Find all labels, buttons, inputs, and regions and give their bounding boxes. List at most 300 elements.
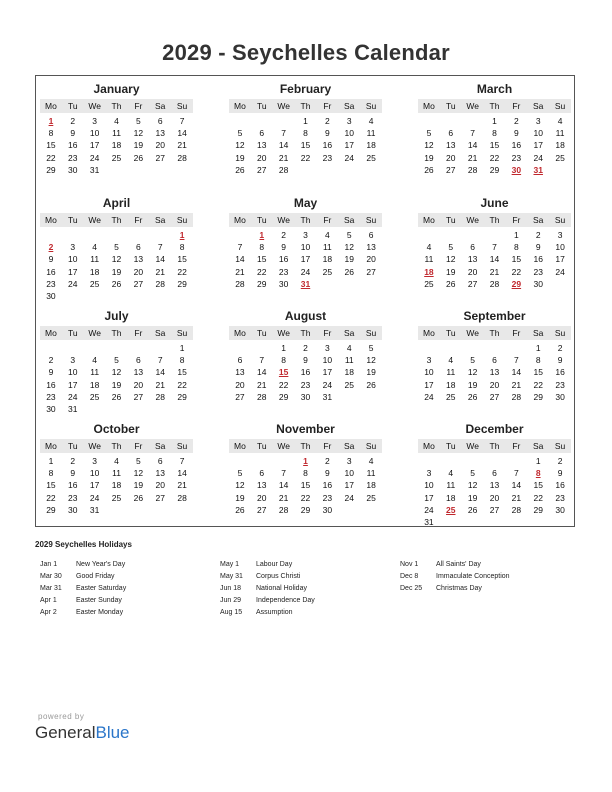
month-name: August bbox=[284, 309, 327, 323]
day-cell: 22 bbox=[533, 492, 543, 503]
day-cell: 13 bbox=[489, 480, 500, 491]
day-cell: 16 bbox=[278, 254, 289, 265]
day-cell: 6 bbox=[157, 116, 163, 126]
day-cell bbox=[40, 342, 62, 354]
week-row bbox=[40, 278, 193, 290]
day-cell bbox=[440, 115, 462, 127]
weekday-label: Mo bbox=[45, 101, 57, 111]
day-cell: 12 bbox=[467, 367, 478, 378]
weekday-label: We bbox=[277, 328, 290, 338]
month-days bbox=[229, 455, 382, 516]
weekday-label: Tu bbox=[445, 101, 456, 111]
weekday-label: Sa bbox=[533, 441, 544, 451]
day-cell: 27 bbox=[155, 492, 165, 503]
day-cell: 25 bbox=[111, 152, 122, 163]
day-cell bbox=[40, 229, 62, 241]
weekday-header bbox=[229, 213, 382, 227]
day-cell: 16 bbox=[46, 379, 56, 390]
page-title: 2029 - Seychelles Calendar bbox=[162, 40, 450, 65]
day-cell: 12 bbox=[344, 242, 354, 253]
day-cell: 20 bbox=[155, 140, 165, 151]
day-cell: 8 bbox=[514, 242, 519, 253]
week-row bbox=[229, 455, 382, 467]
week-row bbox=[40, 455, 193, 467]
day-cell: 9 bbox=[557, 355, 563, 366]
day-cell: 11 bbox=[90, 254, 100, 265]
day-cell: 4 bbox=[325, 230, 330, 240]
day-cell: 12 bbox=[366, 355, 376, 366]
day-cell: 27 bbox=[155, 152, 165, 163]
day-cell: 6 bbox=[470, 242, 476, 253]
weekday-label: Su bbox=[554, 328, 566, 338]
day-cell: 22 bbox=[46, 492, 56, 503]
day-cell bbox=[171, 164, 193, 176]
day-cell: 4 bbox=[114, 116, 119, 126]
day-cell: 17 bbox=[89, 140, 100, 151]
day-cell: 3 bbox=[92, 116, 98, 126]
day-cell: 6 bbox=[448, 128, 454, 139]
day-cell: 2 bbox=[514, 116, 519, 126]
day-cell bbox=[106, 229, 128, 241]
week-row bbox=[40, 366, 193, 378]
weekday-label: Tu bbox=[256, 441, 267, 451]
holiday-day-cell: 18 bbox=[424, 266, 434, 277]
day-cell: 6 bbox=[237, 355, 243, 366]
day-cell: 4 bbox=[92, 355, 98, 366]
weekday-label: Tu bbox=[256, 101, 267, 111]
day-cell: 13 bbox=[155, 468, 165, 479]
day-cell: 12 bbox=[235, 140, 245, 151]
day-cell bbox=[127, 229, 149, 241]
day-cell: 24 bbox=[533, 152, 543, 163]
weekday-label: Su bbox=[365, 101, 377, 111]
day-cell: 10 bbox=[89, 128, 100, 139]
week-row bbox=[229, 241, 382, 253]
week-row bbox=[40, 379, 193, 391]
weekday-header bbox=[229, 99, 382, 113]
day-cell: 16 bbox=[555, 480, 565, 491]
day-cell bbox=[527, 516, 549, 528]
day-cell: 11 bbox=[446, 367, 456, 378]
month-october bbox=[40, 422, 193, 516]
day-cell: 29 bbox=[533, 504, 543, 515]
weekday-label: Sa bbox=[533, 328, 544, 338]
day-cell: 16 bbox=[68, 480, 78, 491]
day-cell: 5 bbox=[114, 242, 119, 253]
month-january bbox=[40, 82, 193, 176]
day-cell: 7 bbox=[514, 468, 519, 479]
month-name: September bbox=[463, 309, 526, 323]
month-name: May bbox=[293, 196, 318, 210]
holiday-name: Easter Sunday bbox=[76, 597, 122, 604]
weekday-header bbox=[418, 439, 571, 453]
day-cell: 21 bbox=[155, 266, 165, 277]
holiday-day-cell: 2 bbox=[48, 242, 54, 253]
day-cell: 8 bbox=[48, 128, 54, 139]
day-cell: 12 bbox=[467, 480, 478, 491]
day-cell: 14 bbox=[155, 254, 165, 265]
week-row bbox=[40, 467, 193, 479]
day-cell: 29 bbox=[300, 504, 311, 515]
day-cell: 30 bbox=[46, 403, 56, 414]
weekday-label: Mo bbox=[423, 101, 435, 111]
day-cell: 30 bbox=[278, 278, 289, 289]
month-name: June bbox=[480, 196, 509, 210]
day-cell: 13 bbox=[133, 367, 144, 378]
week-row bbox=[418, 278, 571, 290]
holiday-day-cell: 31 bbox=[533, 164, 543, 175]
day-cell bbox=[106, 164, 128, 176]
holiday-name: Labour Day bbox=[256, 561, 293, 568]
holiday-day-cell: 30 bbox=[511, 164, 522, 175]
day-cell: 18 bbox=[366, 480, 376, 491]
day-cell bbox=[316, 278, 338, 290]
holiday-name: Assumption bbox=[256, 609, 293, 616]
weekday-label: Mo bbox=[45, 441, 57, 451]
day-cell: 23 bbox=[322, 152, 333, 163]
week-row bbox=[418, 455, 571, 467]
day-cell: 22 bbox=[278, 379, 289, 390]
day-cell: 7 bbox=[179, 456, 185, 466]
month-september bbox=[418, 309, 571, 403]
day-cell: 24 bbox=[344, 492, 354, 503]
day-cell: 13 bbox=[366, 242, 376, 253]
weekday-label: Tu bbox=[67, 328, 78, 338]
day-cell: 29 bbox=[257, 278, 267, 289]
month-name: October bbox=[93, 422, 140, 436]
day-cell: 13 bbox=[446, 140, 456, 151]
day-cell: 27 bbox=[366, 266, 376, 277]
month-name: December bbox=[465, 422, 524, 436]
week-row bbox=[418, 127, 571, 139]
day-cell: 31 bbox=[89, 504, 100, 515]
weekday-label: Su bbox=[365, 441, 377, 451]
week-row bbox=[40, 241, 193, 253]
week-row bbox=[229, 354, 382, 366]
weekday-label: Mo bbox=[45, 328, 57, 338]
day-cell: 25 bbox=[424, 278, 434, 289]
weekday-label: Fr bbox=[512, 101, 521, 111]
month-august bbox=[229, 309, 382, 403]
month-days bbox=[40, 229, 193, 302]
day-cell: 16 bbox=[511, 140, 522, 151]
day-cell: 22 bbox=[511, 266, 522, 277]
holiday-day-cell: 25 bbox=[446, 504, 456, 515]
day-cell: 19 bbox=[235, 152, 245, 163]
day-cell: 19 bbox=[235, 492, 245, 503]
weekday-label: Th bbox=[300, 328, 311, 338]
week-row bbox=[229, 115, 382, 127]
day-cell: 1 bbox=[492, 116, 497, 126]
holiday-date: May 1 bbox=[220, 561, 240, 568]
day-cell: 1 bbox=[48, 456, 54, 466]
weekday-label: Fr bbox=[512, 328, 521, 338]
day-cell bbox=[62, 342, 84, 354]
holiday-name: Good Friday bbox=[76, 573, 115, 580]
weekday-label: We bbox=[277, 101, 290, 111]
day-cell: 21 bbox=[257, 379, 267, 390]
holiday-name: Corpus Christi bbox=[256, 573, 301, 580]
day-cell bbox=[127, 342, 149, 354]
day-cell: 15 bbox=[177, 254, 187, 265]
day-cell: 25 bbox=[344, 379, 354, 390]
day-cell: 11 bbox=[344, 355, 354, 366]
day-cell: 5 bbox=[237, 128, 243, 139]
day-cell: 11 bbox=[366, 128, 376, 139]
weekday-label: Su bbox=[554, 215, 566, 225]
day-cell: 8 bbox=[259, 242, 265, 253]
day-cell: 27 bbox=[467, 278, 478, 289]
month-name: January bbox=[93, 82, 140, 96]
day-cell: 6 bbox=[136, 355, 141, 366]
holiday-day-cell: 29 bbox=[511, 278, 522, 289]
day-cell: 3 bbox=[92, 456, 98, 466]
day-cell: 24 bbox=[555, 266, 565, 277]
day-cell: 27 bbox=[133, 391, 144, 402]
day-cell: 3 bbox=[303, 230, 308, 240]
day-cell: 4 bbox=[448, 468, 454, 479]
holiday-date: Jun 29 bbox=[220, 597, 242, 604]
day-cell bbox=[127, 403, 149, 415]
weekday-label: Su bbox=[176, 101, 188, 111]
day-cell: 23 bbox=[46, 278, 56, 289]
day-cell bbox=[462, 516, 484, 528]
day-cell bbox=[149, 403, 171, 415]
day-cell bbox=[127, 164, 149, 176]
weekday-label: Mo bbox=[45, 215, 57, 225]
weekday-label: Sa bbox=[155, 441, 166, 451]
day-cell bbox=[360, 278, 382, 290]
day-cell: 24 bbox=[89, 152, 100, 163]
holiday-date: Dec 25 bbox=[400, 585, 423, 592]
day-cell: 12 bbox=[235, 480, 245, 491]
day-cell: 30 bbox=[46, 290, 56, 301]
month-november bbox=[229, 422, 382, 516]
day-cell: 20 bbox=[133, 379, 144, 390]
month-days bbox=[418, 229, 571, 290]
day-cell: 22 bbox=[177, 379, 187, 390]
month-days bbox=[418, 342, 571, 403]
day-cell: 23 bbox=[511, 152, 522, 163]
day-cell: 28 bbox=[155, 278, 165, 289]
day-cell: 23 bbox=[555, 379, 565, 390]
month-march bbox=[418, 82, 571, 176]
day-cell bbox=[106, 504, 128, 516]
day-cell: 18 bbox=[555, 140, 565, 151]
day-cell: 25 bbox=[555, 152, 565, 163]
day-cell: 24 bbox=[322, 379, 333, 390]
day-cell bbox=[360, 391, 382, 403]
holiday-name: Christmas Day bbox=[436, 585, 482, 592]
day-cell: 28 bbox=[155, 391, 165, 402]
day-cell: 3 bbox=[346, 116, 352, 126]
day-cell: 10 bbox=[68, 367, 78, 378]
weekday-label: We bbox=[88, 101, 101, 111]
weekday-header bbox=[229, 326, 382, 340]
day-cell bbox=[106, 403, 128, 415]
holiday-row bbox=[220, 571, 376, 583]
day-cell: 2 bbox=[557, 343, 563, 353]
weekday-label: Th bbox=[300, 215, 311, 225]
day-cell: 16 bbox=[555, 367, 565, 378]
day-cell: 15 bbox=[177, 367, 187, 378]
day-cell: 15 bbox=[257, 254, 267, 265]
day-cell bbox=[62, 229, 84, 241]
month-name: July bbox=[104, 309, 129, 323]
day-cell: 19 bbox=[133, 140, 144, 151]
holiday-date: Jun 18 bbox=[220, 585, 242, 592]
day-cell: 25 bbox=[89, 278, 100, 289]
day-cell: 5 bbox=[426, 128, 432, 139]
holiday-day-cell: 15 bbox=[278, 367, 289, 378]
weekday-label: Fr bbox=[323, 215, 332, 225]
day-cell: 28 bbox=[235, 278, 245, 289]
week-row bbox=[229, 342, 382, 354]
holiday-row bbox=[400, 571, 556, 583]
day-cell bbox=[338, 391, 360, 403]
day-cell: 30 bbox=[68, 504, 78, 515]
day-cell: 5 bbox=[237, 468, 243, 479]
day-cell: 17 bbox=[424, 379, 434, 390]
day-cell: 26 bbox=[235, 164, 245, 175]
weekday-header bbox=[40, 326, 193, 340]
day-cell: 3 bbox=[535, 116, 541, 126]
day-cell: 19 bbox=[344, 254, 354, 265]
day-cell: 20 bbox=[155, 480, 165, 491]
month-days bbox=[229, 229, 382, 290]
weekday-label: Sa bbox=[155, 215, 166, 225]
week-row bbox=[229, 229, 382, 241]
weekday-label: Tu bbox=[256, 215, 267, 225]
day-cell: 26 bbox=[344, 266, 354, 277]
day-cell: 3 bbox=[557, 230, 563, 240]
day-cell bbox=[505, 455, 527, 467]
day-cell: 7 bbox=[259, 355, 265, 366]
day-cell: 15 bbox=[533, 480, 543, 491]
day-cell bbox=[84, 403, 106, 415]
week-row bbox=[418, 266, 571, 278]
weekday-label: Fr bbox=[323, 101, 332, 111]
day-cell: 17 bbox=[89, 480, 100, 491]
day-cell: 1 bbox=[514, 230, 519, 240]
holiday-row bbox=[40, 559, 196, 571]
brand-logo[interactable] bbox=[35, 723, 130, 743]
day-cell: 9 bbox=[48, 367, 54, 378]
day-cell: 13 bbox=[133, 254, 144, 265]
month-december bbox=[418, 422, 571, 528]
day-cell: 2 bbox=[281, 230, 287, 240]
day-cell bbox=[171, 504, 193, 516]
day-cell: 1 bbox=[179, 343, 185, 353]
day-cell: 11 bbox=[90, 367, 100, 378]
day-cell: 18 bbox=[111, 140, 122, 151]
holiday-row bbox=[220, 583, 376, 595]
day-cell bbox=[149, 504, 171, 516]
day-cell: 2 bbox=[325, 116, 330, 126]
week-row bbox=[40, 127, 193, 139]
day-cell bbox=[171, 403, 193, 415]
week-row bbox=[40, 152, 193, 164]
weekday-label: We bbox=[466, 441, 479, 451]
day-cell: 23 bbox=[68, 492, 78, 503]
powered-by-label: powered by bbox=[38, 712, 85, 721]
weekday-label: Su bbox=[365, 215, 377, 225]
day-cell: 19 bbox=[133, 480, 144, 491]
day-cell bbox=[273, 115, 295, 127]
day-cell: 6 bbox=[368, 230, 374, 240]
holiday-date: May 31 bbox=[220, 573, 243, 580]
day-cell: 26 bbox=[366, 379, 376, 390]
day-cell bbox=[440, 455, 462, 467]
day-cell bbox=[251, 455, 273, 467]
day-cell: 7 bbox=[470, 128, 476, 139]
day-cell: 25 bbox=[322, 266, 333, 277]
week-row bbox=[40, 253, 193, 265]
day-cell: 19 bbox=[111, 266, 122, 277]
day-cell: 20 bbox=[467, 266, 478, 277]
day-cell: 24 bbox=[424, 504, 434, 515]
holiday-date: Nov 1 bbox=[400, 561, 419, 568]
day-cell: 2 bbox=[48, 355, 54, 366]
weekday-label: Fr bbox=[134, 215, 143, 225]
day-cell: 15 bbox=[489, 140, 500, 151]
day-cell: 13 bbox=[257, 480, 267, 491]
day-cell: 11 bbox=[446, 480, 456, 491]
day-cell: 20 bbox=[489, 492, 500, 503]
day-cell: 13 bbox=[257, 140, 267, 151]
day-cell: 16 bbox=[300, 367, 311, 378]
day-cell: 20 bbox=[446, 152, 456, 163]
day-cell: 22 bbox=[300, 492, 311, 503]
day-cell: 14 bbox=[155, 367, 165, 378]
day-cell: 13 bbox=[155, 128, 165, 139]
day-cell: 13 bbox=[467, 254, 478, 265]
month-name: April bbox=[102, 196, 131, 210]
day-cell: 7 bbox=[157, 242, 163, 253]
holiday-date: Mar 30 bbox=[40, 573, 62, 580]
day-cell: 24 bbox=[424, 391, 434, 402]
weekday-label: Sa bbox=[155, 101, 166, 111]
day-cell: 1 bbox=[281, 343, 287, 353]
holiday-date: Jan 1 bbox=[40, 561, 58, 568]
day-cell: 3 bbox=[426, 468, 432, 479]
day-cell: 15 bbox=[46, 140, 56, 151]
day-cell: 17 bbox=[344, 480, 354, 491]
day-cell: 23 bbox=[46, 391, 56, 402]
day-cell: 22 bbox=[533, 379, 543, 390]
holiday-date: Dec 8 bbox=[400, 573, 419, 580]
day-cell: 14 bbox=[489, 254, 500, 265]
day-cell: 24 bbox=[344, 152, 354, 163]
weekday-label: Tu bbox=[67, 215, 78, 225]
day-cell: 16 bbox=[533, 254, 543, 265]
day-cell: 29 bbox=[533, 391, 543, 402]
day-cell bbox=[149, 290, 171, 302]
weekday-label: Mo bbox=[234, 101, 246, 111]
day-cell: 9 bbox=[535, 242, 541, 253]
day-cell: 4 bbox=[92, 242, 98, 253]
day-cell bbox=[229, 115, 251, 127]
day-cell: 9 bbox=[70, 468, 76, 479]
day-cell bbox=[440, 342, 462, 354]
day-cell: 15 bbox=[300, 140, 311, 151]
day-cell: 9 bbox=[557, 468, 563, 479]
day-cell: 11 bbox=[555, 128, 565, 139]
day-cell: 5 bbox=[346, 230, 352, 240]
week-row bbox=[229, 366, 382, 378]
week-row bbox=[40, 139, 193, 151]
day-cell: 6 bbox=[492, 468, 497, 479]
